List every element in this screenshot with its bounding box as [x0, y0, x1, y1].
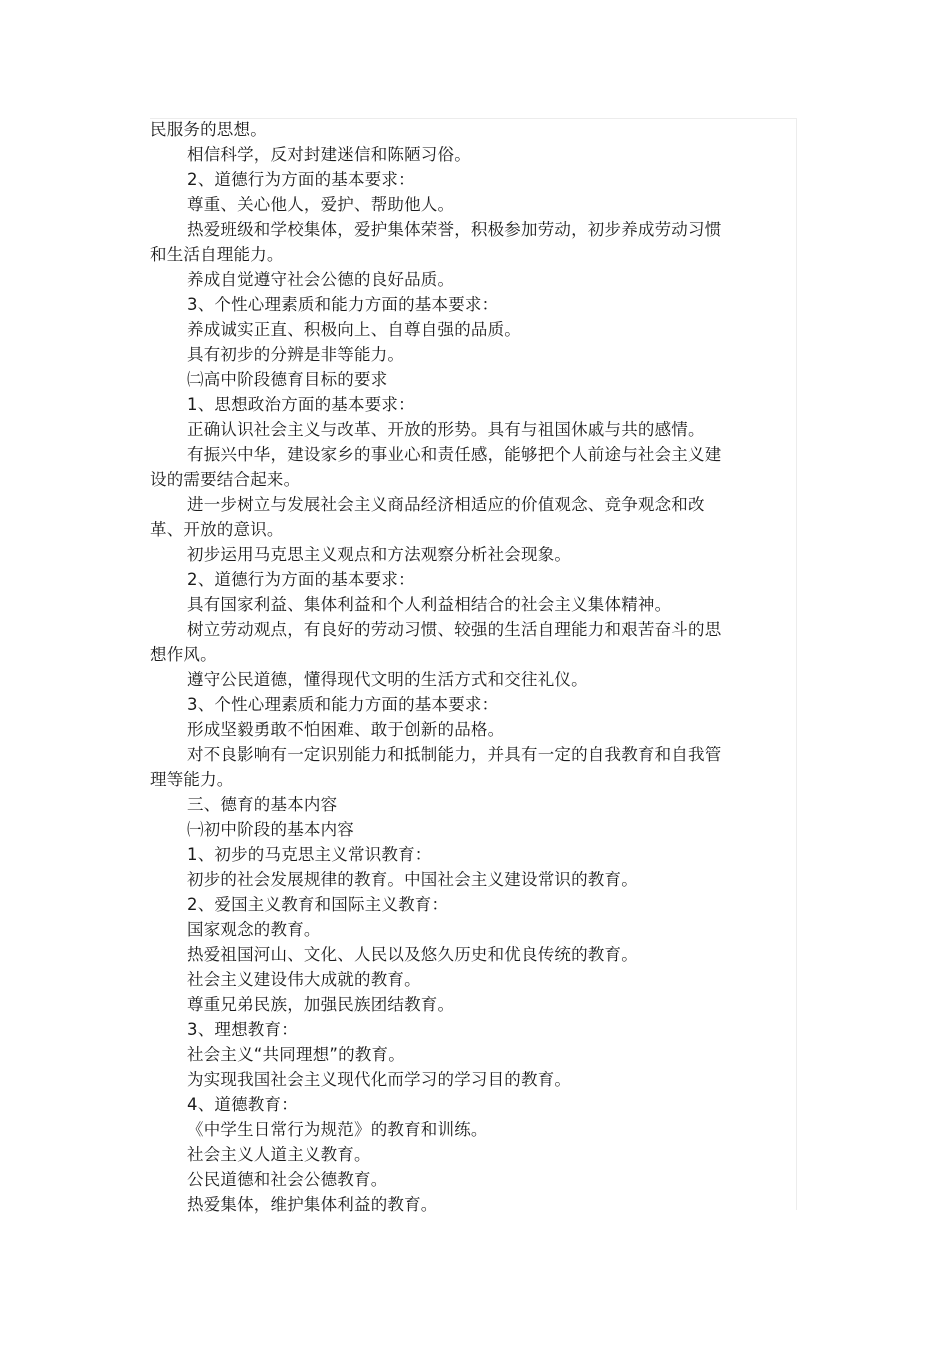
text-line: 社会主义建设伟大成就的教育。 — [187, 970, 421, 989]
text-line: 正确认识社会主义与改革、开放的形势。具有与祖国休戚与共的感情。 — [187, 420, 705, 439]
text-line: 《中学生日常行为规范》的教育和训练。 — [187, 1120, 488, 1139]
text-line: 热爱班级和学校集体，爱护集体荣誉，积极参加劳动，初步养成劳动习惯 — [187, 220, 722, 239]
text-line: 初步的社会发展规律的教育。中国社会主义建设常识的教育。 — [187, 870, 638, 889]
text-line: 初步运用马克思主义观点和方法观察分析社会现象。 — [187, 545, 572, 564]
text-line: 养成自觉遵守社会公德的良好品质。 — [187, 270, 455, 289]
text-line: 和生活自理能力。 — [150, 245, 284, 264]
text-line: 2、道德行为方面的基本要求： — [187, 570, 415, 589]
text-line: 有振兴中华，建设家乡的事业心和责任感，能够把个人前途与社会主义建 — [187, 445, 722, 464]
text-line: 3、个性心理素质和能力方面的基本要求： — [187, 695, 499, 714]
text-line: 遵守公民道德，懂得现代文明的生活方式和交往礼仪。 — [187, 670, 588, 689]
text-line: 想作风。 — [150, 645, 217, 664]
text-line: 树立劳动观点，有良好的劳动习惯、较强的生活自理能力和艰苦奋斗的思 — [187, 620, 722, 639]
text-line: 社会主义“共同理想”的教育。 — [187, 1045, 405, 1064]
text-line: 革、开放的意识。 — [150, 520, 284, 539]
text-line: 热爱祖国河山、文化、人民以及悠久历史和优良传统的教育。 — [187, 945, 638, 964]
text-line: 养成诚实正直、积极向上、自尊自强的品质。 — [187, 320, 521, 339]
text-line: 形成坚毅勇敢不怕困难、敢于创新的品格。 — [187, 720, 505, 739]
text-line: 国家观念的教育。 — [187, 920, 321, 939]
text-line: 3、理想教育： — [187, 1020, 298, 1039]
text-line: 理等能力。 — [150, 770, 234, 789]
text-line: 具有国家利益、集体利益和个人利益相结合的社会主义集体精神。 — [187, 595, 672, 614]
text-line: 3、个性心理素质和能力方面的基本要求： — [187, 295, 499, 314]
document-body — [150, 117, 764, 1217]
text-line: 具有初步的分辨是非等能力。 — [187, 345, 405, 364]
text-line: 1、初步的马克思主义常识教育： — [187, 845, 432, 864]
text-line: 设的需要结合起来。 — [150, 470, 301, 489]
text-line: ㈠初中阶段的基本内容 — [187, 820, 354, 839]
text-line: 2、道德行为方面的基本要求： — [187, 170, 415, 189]
text-line: 1、思想政治方面的基本要求： — [187, 395, 415, 414]
text-line: ㈡高中阶段德育目标的要求 — [187, 370, 388, 389]
text-line: 对不良影响有一定识别能力和抵制能力，并具有一定的自我教育和自我管 — [187, 745, 722, 764]
text-line: 社会主义人道主义教育。 — [187, 1145, 371, 1164]
text-line: 三、德育的基本内容 — [187, 795, 338, 814]
text-line: 4、道德教育： — [187, 1095, 298, 1114]
text-line: 相信科学，反对封建迷信和陈陋习俗。 — [187, 145, 471, 164]
text-line: 为实现我国社会主义现代化而学习的学习目的教育。 — [187, 1070, 572, 1089]
text-line: 公民道德和社会公德教育。 — [187, 1170, 388, 1189]
text-line: 尊重兄弟民族，加强民族团结教育。 — [187, 995, 455, 1014]
text-line: 民服务的思想。 — [150, 120, 267, 139]
text-line: 进一步树立与发展社会主义商品经济相适应的价值观念、竞争观念和改 — [187, 495, 705, 514]
text-line: 热爱集体，维护集体利益的教育。 — [187, 1195, 438, 1214]
text-line: 尊重、关心他人，爱护、帮助他人。 — [187, 195, 455, 214]
text-line: 2、爱国主义教育和国际主义教育： — [187, 895, 449, 914]
